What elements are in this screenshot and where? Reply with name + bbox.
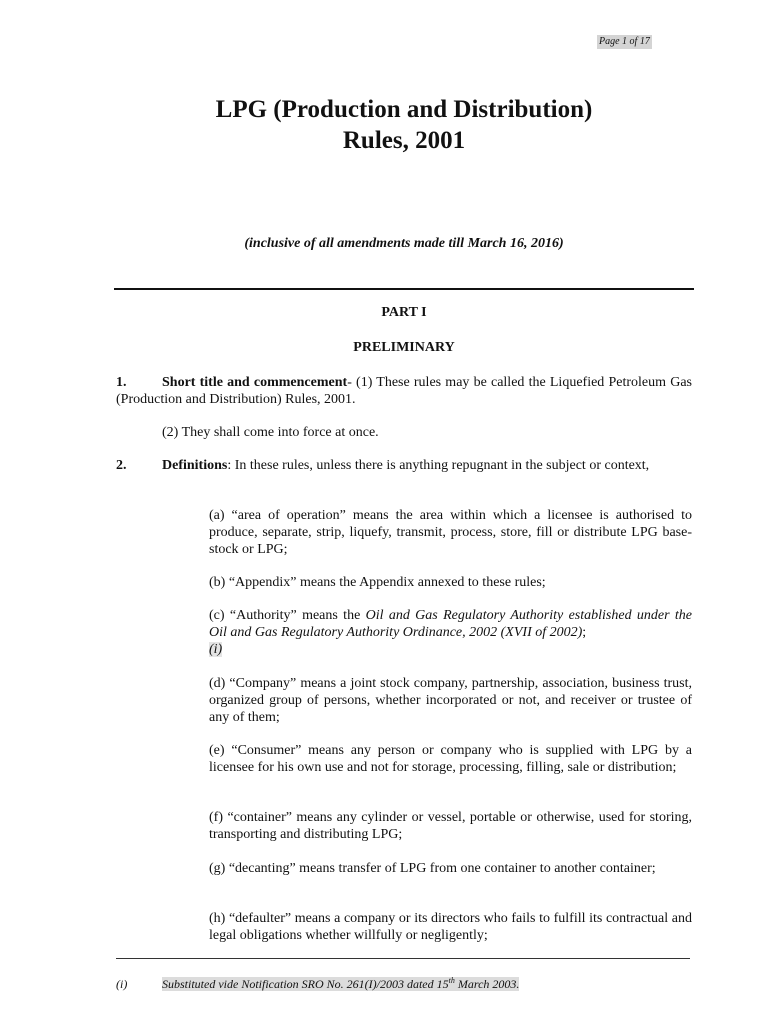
section-heading: PRELIMINARY [353, 340, 455, 355]
rule-2-paragraph [116, 457, 692, 474]
definition-c-footnote-ref[interactable]: (i) [209, 642, 223, 657]
document-subtitle: (inclusive of all amendments made till March 16, 2016) [244, 236, 564, 251]
rule-2-number: 2. [116, 458, 127, 473]
definition-a: (a) “area of operation” means the area within which a licensee is authorised to produce, separate, strip, liquefy, transmit, process, store, fill or distribute LPG base-stock or LPG; [209, 508, 692, 557]
footnote [116, 977, 696, 992]
footnote-text [162, 977, 519, 991]
document-title [0, 94, 768, 156]
title-divider [114, 288, 694, 290]
definition-c-end: ; [582, 625, 587, 640]
definition-g: (g) “decanting” means transfer of LPG from one container to another container; [209, 861, 656, 876]
part-heading: PART I [381, 305, 427, 320]
rule-1-subrule-2: (2) They shall come into force at once. [162, 425, 379, 440]
rule-1-heading: Short title and commencement [162, 375, 348, 390]
footnote-superscript: th [448, 976, 455, 985]
title-line-1: LPG (Production and Distribution) [215, 96, 593, 123]
rule-2-text: : In these rules, unless there is anything repugnant in the subject or context, [227, 458, 650, 473]
definition-c-lead: (c) “Authority” means the [209, 608, 366, 623]
definition-c [209, 607, 692, 658]
rule-2-heading: Definitions [162, 458, 228, 473]
definition-c-authority-name: Oil and Gas Regulatory Authority established under the Oil and Gas Regulatory Authority Ordinance, 2002 (XVII of 2002) [209, 608, 693, 640]
rule-1-paragraph [116, 374, 692, 408]
footnote-text-end: March 2003. [454, 977, 520, 991]
page-number: Page 1 of 17 [599, 36, 650, 47]
footnote-text-main: Substituted vide Notification SRO No. 261(I)/2003 dated 15 [162, 977, 449, 991]
rule-1-text: - (1) These rules may be called the Liquefied Petroleum Gas (Production and Distribution) Rules, 2001. [116, 375, 692, 407]
definition-h: (h) “defaulter” means a company or its directors who fails to fulfill its contractual and legal obligations whether willfully or negligently; [209, 911, 692, 943]
footnote-divider [116, 958, 690, 959]
definition-b: (b) “Appendix” means the Appendix annexed to these rules; [209, 575, 546, 590]
footnote-marker: (i) [116, 977, 128, 991]
title-line-2: Rules, 2001 [342, 127, 466, 154]
rule-1-number: 1. [116, 375, 127, 390]
definition-d: (d) “Company” means a joint stock company, partnership, association, business trust, organized group of persons, whether incorporated or not, and receiver or trustee of any of them; [209, 676, 692, 725]
definition-e: (e) “Consumer” means any person or company who is supplied with LPG by a licensee for his own use and not for storage, processing, filling, sale or distribution; [209, 743, 692, 775]
definition-f: (f) “container” means any cylinder or vessel, portable or otherwise, used for storing, transporting and distributing LPG; [209, 810, 692, 842]
